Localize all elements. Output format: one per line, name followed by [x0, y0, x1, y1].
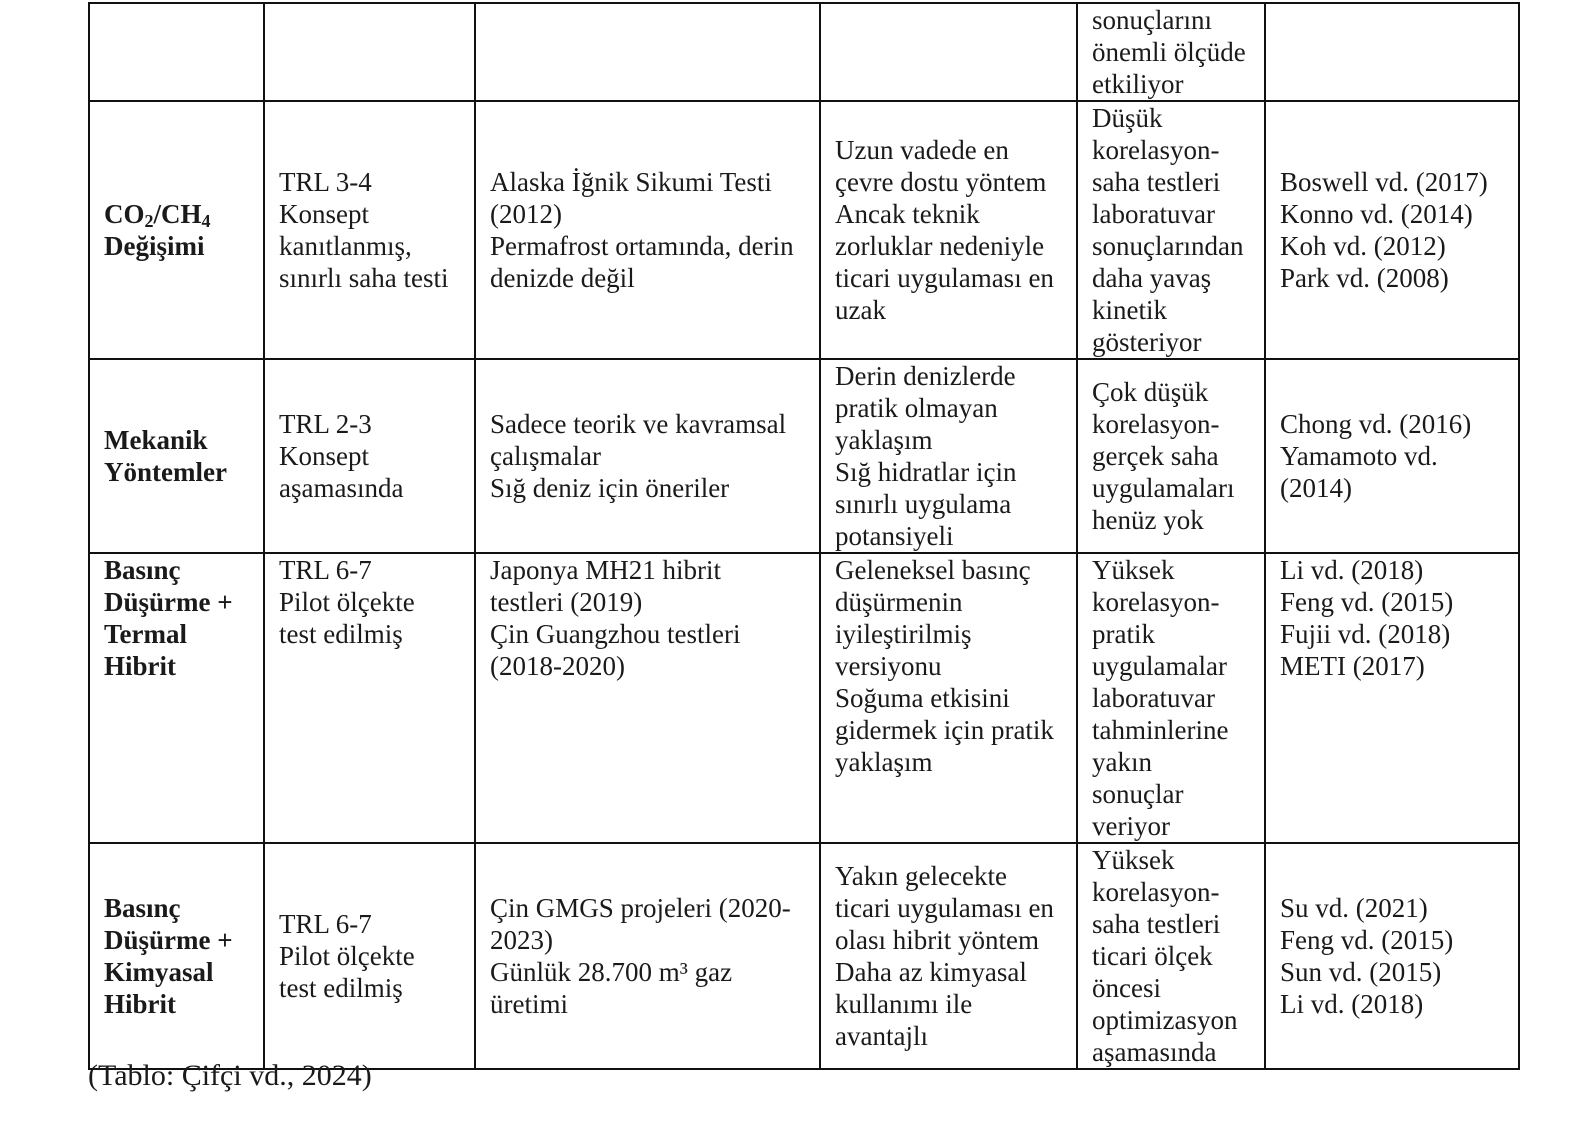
cell-line: TRL 3-4: [279, 167, 372, 197]
correlation-cell: [1077, 553, 1265, 843]
table-row: [89, 843, 1519, 1069]
cell-line: Mekanik: [104, 425, 208, 455]
cell-line: Koh vd. (2012): [1280, 231, 1446, 261]
cell-line: aşamasında: [1092, 1037, 1217, 1067]
references-cell: [1265, 359, 1519, 553]
cell-line: korelasyon-: [1092, 409, 1220, 439]
cell-line: Konsept: [279, 199, 369, 229]
cell-line: Ancak teknik: [835, 199, 980, 229]
formula-subscript: 2: [144, 211, 154, 231]
cell-line: test edilmiş: [279, 973, 403, 1003]
cell-line: Chong vd. (2016): [1280, 409, 1472, 439]
cell-line: Japonya MH21 hibrit: [490, 555, 721, 585]
cell-line: Çok düşük: [1092, 377, 1209, 407]
cell-line: Pilot ölçekte: [279, 587, 415, 617]
table-row: [89, 359, 1519, 553]
cell-line: gerçek saha: [1092, 441, 1219, 471]
table-row: [89, 553, 1519, 843]
method-cell: [89, 843, 264, 1069]
cell-line: Uzun vadede en: [835, 135, 1009, 165]
cell-line: saha testleri: [1092, 909, 1221, 939]
cell-line: düşürmenin: [835, 587, 963, 617]
cell-line: versiyonu: [835, 651, 942, 681]
cell-line: çalışmalar: [490, 441, 601, 471]
cell-line: Pilot ölçekte: [279, 941, 415, 971]
cell-line: önemli ölçüde: [1092, 37, 1246, 67]
cell-line: yaklaşım: [835, 425, 933, 455]
cell-line: Sun vd. (2015): [1280, 957, 1442, 987]
cell-line: 2023): [490, 925, 553, 955]
cell-line: denizde değil: [490, 263, 635, 293]
evaluation-cell: [820, 101, 1077, 359]
cell-line: kanıtlanmış,: [279, 231, 412, 261]
cell-line: daha yavaş: [1092, 263, 1212, 293]
cell-line: TRL 6-7: [279, 555, 372, 585]
cell-line: öncesi: [1092, 973, 1161, 1003]
cell-line: tahminlerine: [1092, 715, 1229, 745]
cell-line: Çin GMGS projeleri (2020-: [490, 893, 791, 923]
cell-line: Geleneksel basınç: [835, 555, 1031, 585]
cell-line: kinetik: [1092, 295, 1167, 325]
cell-line: Günlük 28.700 m³ gaz: [490, 957, 733, 987]
applications-cell: [475, 553, 820, 843]
method-cell: [89, 553, 264, 843]
cell-line: Hibrit: [104, 651, 176, 681]
cell-line: Yüksek: [1092, 845, 1175, 875]
cell-line: Çin Guangzhou testleri: [490, 619, 741, 649]
cell-line: test edilmiş: [279, 619, 403, 649]
evaluation-cell: [820, 359, 1077, 553]
cell-line: Düşürme +: [104, 587, 233, 617]
cell-line: testleri (2019): [490, 587, 643, 617]
cell-line: Boswell vd. (2017): [1280, 167, 1488, 197]
cell-line: korelasyon-: [1092, 135, 1220, 165]
cell-line: uygulamalar: [1092, 651, 1227, 681]
cell-line: çevre dostu yöntem: [835, 167, 1047, 197]
cell-line: Daha az kimyasal: [835, 957, 1027, 987]
cell-line: TRL 2-3: [279, 409, 372, 439]
method-cell: [89, 3, 264, 101]
cell-line: Derin denizlerde: [835, 361, 1016, 391]
formula-subscript: 4: [201, 211, 211, 231]
trl-cell: [264, 359, 475, 553]
cell-line: optimizasyon: [1092, 1005, 1238, 1035]
cell-line: Yakın gelecekte: [835, 861, 1007, 891]
references-cell: [1265, 553, 1519, 843]
cell-line: gidermek için pratik: [835, 715, 1054, 745]
cell-line: Soğuma etkisini: [835, 683, 1010, 713]
cell-line: pratik olmayan: [835, 393, 998, 423]
cell-line: ticari uygulaması en: [835, 893, 1054, 923]
cell-line: (2012): [490, 199, 562, 229]
cell-line: henüz yok: [1092, 505, 1204, 535]
cell-line: potansiyeli: [835, 521, 954, 551]
cell-line: saha testleri: [1092, 167, 1221, 197]
cell-line: iyileştirilmiş: [835, 619, 972, 649]
cell-line: Yüksek: [1092, 555, 1175, 585]
cell-line: ticari uygulaması en: [835, 263, 1054, 293]
cell-line: yakın: [1092, 747, 1152, 777]
evaluation-cell: [820, 553, 1077, 843]
cell-line: Değişimi: [104, 231, 205, 261]
cell-line: sınırlı uygulama: [835, 489, 1012, 519]
cell-line: korelasyon-: [1092, 877, 1220, 907]
cell-line: gösteriyor: [1092, 327, 1202, 357]
cell-line: (2018-2020): [490, 651, 625, 681]
cell-line: uygulamaları: [1092, 473, 1235, 503]
references-cell: [1265, 843, 1519, 1069]
cell-line: Termal: [104, 619, 187, 649]
cell-line: kullanımı ile: [835, 989, 973, 1019]
formula-part: CO: [104, 199, 145, 229]
applications-cell: [475, 101, 820, 359]
cell-line: METI (2017): [1280, 651, 1425, 681]
trl-cell: [264, 101, 475, 359]
cell-line: sonuçlar: [1092, 779, 1184, 809]
trl-cell: [264, 3, 475, 101]
correlation-cell: [1077, 101, 1265, 359]
cell-line: sonuçlarını: [1092, 5, 1212, 35]
cell-line: uzak: [835, 295, 886, 325]
cell-line: Alaska İğnik Sikumi Testi: [490, 167, 772, 197]
correlation-cell: [1077, 843, 1265, 1069]
cell-line: korelasyon-: [1092, 587, 1220, 617]
cell-line: Fujii vd. (2018): [1280, 619, 1451, 649]
correlation-cell: [1077, 359, 1265, 553]
cell-line: Su vd. (2021): [1280, 893, 1428, 923]
evaluation-cell: [820, 3, 1077, 101]
cell-line: Permafrost ortamında, derin: [490, 231, 794, 261]
cell-line: Sadece teorik ve kavramsal: [490, 409, 787, 439]
cell-line: veriyor: [1092, 811, 1170, 841]
cell-line: Konsept: [279, 441, 369, 471]
cell-line: sınırlı saha testi: [279, 263, 449, 293]
applications-cell: [475, 359, 820, 553]
method-cell: [89, 359, 264, 553]
cell-line: Konno vd. (2014): [1280, 199, 1473, 229]
cell-line: Basınç: [104, 893, 181, 923]
cell-line: Hibrit: [104, 989, 176, 1019]
cell-line: Yamamoto vd.: [1280, 441, 1438, 471]
cell-line: Düşük: [1092, 103, 1163, 133]
cell-line: Feng vd. (2015): [1280, 587, 1454, 617]
trl-cell: [264, 553, 475, 843]
evaluation-cell: [820, 843, 1077, 1069]
cell-line: Düşürme +: [104, 925, 233, 955]
formula-part: /CH: [153, 199, 202, 229]
applications-cell: [475, 3, 820, 101]
cell-line: Kimyasal: [104, 957, 214, 987]
references-cell: [1265, 101, 1519, 359]
cell-line: avantajlı: [835, 1021, 928, 1051]
cell-line: Sığ hidratlar için: [835, 457, 1017, 487]
cell-line: olası hibrit yöntem: [835, 925, 1039, 955]
cell-line: Sığ deniz için öneriler: [490, 473, 730, 503]
cell-line: TRL 6-7: [279, 909, 372, 939]
cell-line: pratik: [1092, 619, 1155, 649]
references-cell: [1265, 3, 1519, 101]
cell-line: laboratuvar: [1092, 199, 1215, 229]
cell-line: laboratuvar: [1092, 683, 1215, 713]
trl-cell: [264, 843, 475, 1069]
cell-line: etkiliyor: [1092, 69, 1184, 99]
table-caption: (Tablo: Çifçi vd., 2024): [88, 1059, 372, 1092]
cell-line: yaklaşım: [835, 747, 933, 777]
comparison-table: [88, 2, 1520, 1070]
cell-line: (2014): [1280, 473, 1352, 503]
cell-line: zorluklar nedeniyle: [835, 231, 1045, 261]
cell-line: üretimi: [490, 989, 568, 1019]
cell-line: Yöntemler: [104, 457, 227, 487]
applications-cell: [475, 843, 820, 1069]
correlation-cell: [1077, 3, 1265, 101]
cell-line: Li vd. (2018): [1280, 555, 1424, 585]
cell-line: aşamasında: [279, 473, 404, 503]
cell-line: ticari ölçek: [1092, 941, 1213, 971]
method-formula: [104, 198, 255, 230]
method-cell: [89, 101, 264, 359]
table-row: [89, 3, 1519, 101]
cell-line: Feng vd. (2015): [1280, 925, 1454, 955]
cell-line: Li vd. (2018): [1280, 989, 1424, 1019]
cell-line: Basınç: [104, 555, 181, 585]
cell-line: Park vd. (2008): [1280, 263, 1449, 293]
table-row: [89, 101, 1519, 359]
cell-line: sonuçlarından: [1092, 231, 1244, 261]
